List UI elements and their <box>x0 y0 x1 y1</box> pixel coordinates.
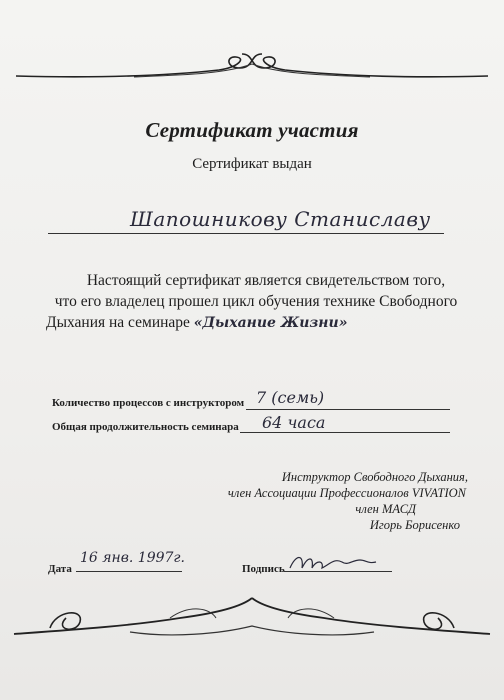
duration-label: Общая продолжительность семинара <box>52 421 239 433</box>
certificate-title: Сертификат участия <box>145 118 359 142</box>
body-text-3: Дыхания на семинаре <box>46 314 190 331</box>
instructor-line-1: Инструктор Свободного Дыхания, <box>281 470 468 484</box>
instructor-line-3: член МАСД <box>355 502 416 516</box>
body-text-1: Настоящий сертификат является свидетельством того, <box>86 272 446 289</box>
process-count-label: Количество процессов с инструктором <box>52 397 245 409</box>
recipient-underline <box>48 233 444 234</box>
body-line-3 <box>46 312 486 334</box>
body-line-2 <box>14 291 498 312</box>
body-line-1 <box>40 270 492 291</box>
duration-underline <box>240 432 450 433</box>
instructor-name: Игорь Борисенко <box>369 518 460 532</box>
bottom-flourish-ornament <box>10 588 494 650</box>
seminar-name: «Дыхание Жизни» <box>193 315 348 331</box>
date-underline <box>76 571 182 572</box>
instructor-line-2: член Ассоциации Профессионалов VIVATION <box>227 486 466 500</box>
issued-to-label: Сертификат выдан <box>192 156 312 172</box>
signature-scribble <box>286 550 378 579</box>
signature-underline <box>284 571 392 572</box>
top-flourish-ornament <box>14 52 490 88</box>
signature-label: Подпись <box>242 563 285 575</box>
date-label: Дата <box>48 563 72 575</box>
body-text-2: что его владелец прошел цикл обучения технике Свободного <box>54 293 458 310</box>
process-count-underline <box>246 409 450 410</box>
duration-value: 64 часа <box>262 413 326 432</box>
recipient-name: Шапошникову Станиславу <box>130 207 431 231</box>
process-count-value: 7 (семь) <box>256 388 325 407</box>
date-value: 16 янв. 1997г. <box>80 550 185 566</box>
